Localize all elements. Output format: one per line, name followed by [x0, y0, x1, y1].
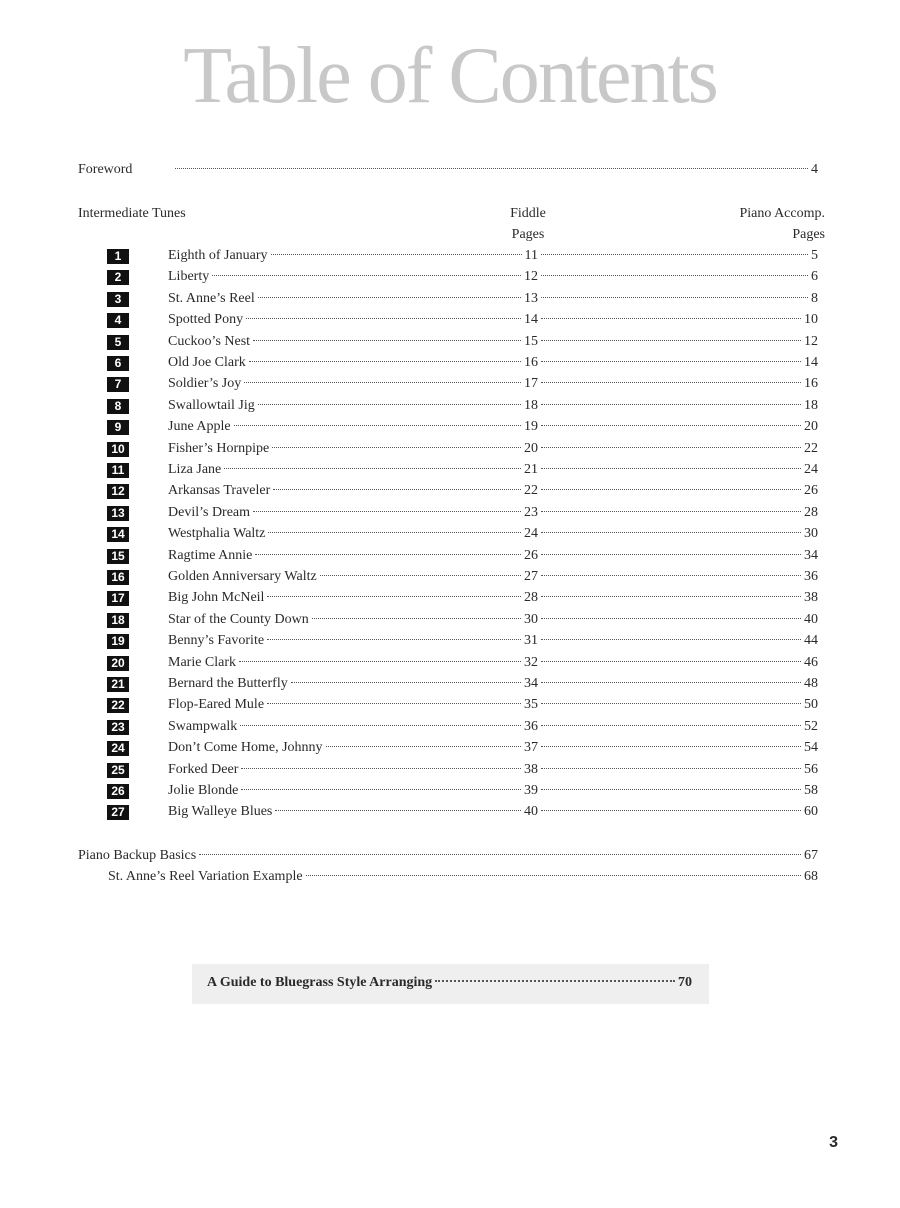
tune-title: Old Joe Clark: [168, 355, 246, 370]
leader-dots: [199, 854, 801, 855]
leader-dots: [212, 275, 521, 276]
tune-title: Eighth of January: [168, 248, 268, 263]
leader-dots: [268, 532, 521, 533]
piano-page-entry: [538, 524, 818, 544]
entry-label: Foreword: [78, 162, 133, 177]
piano-page-entry: [538, 310, 818, 330]
fiddle-page: 20: [524, 440, 538, 456]
tune-title: Ragtime Annie: [168, 547, 253, 563]
tune-row[interactable]: [0, 631, 900, 651]
tune-number-badge: 17: [107, 591, 129, 606]
tune-title: Don’t Come Home, Johnny: [168, 740, 323, 756]
piano-page: 36: [804, 569, 818, 584]
fiddle-page: 37: [524, 740, 538, 756]
leader-dots: [541, 618, 801, 619]
tune-title: Flop-Eared Mule: [168, 697, 265, 713]
tune-row[interactable]: [0, 695, 900, 715]
fiddle-page: 11: [524, 248, 538, 263]
leader-dots: [246, 318, 521, 319]
piano-page: 22: [804, 440, 818, 456]
tune-number-badge: 9: [107, 420, 129, 435]
fiddle-page: 38: [524, 761, 538, 777]
fiddle-page: 17: [524, 376, 538, 392]
tune-title-entry: [168, 267, 538, 287]
piano-page: 8: [811, 290, 818, 306]
tune-number-badge: 4: [107, 313, 129, 328]
tune-title-entry: [168, 439, 538, 459]
entry-label: A Guide to Bluegrass Style Arranging: [207, 975, 433, 990]
leader-dots: [541, 682, 801, 683]
tune-row[interactable]: [0, 246, 900, 266]
tune-title-entry: [168, 524, 538, 544]
tune-title: Fisher’s Hornpipe: [168, 440, 270, 456]
tune-title-entry: [168, 717, 538, 737]
piano-page-entry: [538, 353, 818, 373]
tune-number-badge: 21: [107, 677, 129, 692]
piano-page: 16: [804, 376, 818, 392]
leader-dots: [253, 340, 521, 341]
tune-title-entry: [168, 481, 538, 501]
piano-page-entry: [538, 802, 818, 822]
piano-page-entry: [538, 374, 818, 394]
piano-page-entry: [538, 289, 818, 309]
leader-dots: [240, 725, 521, 726]
piano-page: 34: [804, 547, 818, 563]
piano-page: 60: [804, 804, 818, 820]
tune-row[interactable]: [0, 674, 900, 694]
tune-title: Star of the County Down: [168, 611, 309, 627]
tune-number-badge: 26: [107, 784, 129, 799]
page-title: Table of Contents: [183, 32, 717, 120]
entry-label: St. Anne’s Reel Variation Example: [108, 869, 303, 884]
toc-entry-variation-example[interactable]: [108, 867, 818, 887]
leader-dots: [541, 404, 801, 405]
tune-title: Bernard the Butterfly: [168, 676, 288, 691]
tune-title: Golden Anniversary Waltz: [168, 569, 317, 584]
piano-page: 24: [804, 462, 818, 477]
leader-dots: [541, 789, 801, 790]
tune-number-badge: 23: [107, 720, 129, 735]
fiddle-page: 40: [524, 804, 538, 820]
tune-row[interactable]: [0, 310, 900, 330]
piano-page-entry: [538, 246, 818, 266]
tune-number-badge: 19: [107, 634, 129, 649]
leader-dots: [541, 254, 808, 255]
tune-number-badge: 25: [107, 763, 129, 778]
tune-title: Big Walleye Blues: [168, 804, 273, 820]
leader-dots: [267, 639, 521, 640]
fiddle-page: 18: [524, 397, 538, 413]
leader-dots: [541, 447, 801, 448]
section-heading: Intermediate Tunes: [78, 206, 186, 221]
fiddle-page: 24: [524, 526, 538, 542]
piano-page-entry: [538, 417, 818, 437]
tune-number-badge: 16: [107, 570, 129, 585]
tune-row[interactable]: [0, 781, 900, 801]
toc-entry-backup-basics[interactable]: [78, 846, 818, 866]
piano-page: 26: [804, 483, 818, 499]
leader-dots: [241, 789, 521, 790]
fiddle-page: 15: [524, 333, 538, 349]
leader-dots: [224, 468, 521, 469]
tune-number-badge: 3: [107, 292, 129, 307]
leader-dots: [541, 275, 808, 276]
leader-dots: [541, 425, 801, 426]
tune-title-entry: [168, 374, 538, 394]
leader-dots: [326, 746, 521, 747]
tune-row[interactable]: [0, 503, 900, 523]
tune-title-entry: [168, 310, 538, 330]
leader-dots: [175, 168, 808, 169]
entry-page: 68: [804, 869, 818, 884]
tune-number-badge: 5: [107, 335, 129, 350]
piano-page: 52: [804, 718, 818, 734]
piano-page-entry: [538, 674, 818, 694]
piano-page-entry: [538, 567, 818, 587]
tune-number-badge: 6: [107, 356, 129, 371]
tune-title: Liza Jane: [168, 462, 222, 477]
leader-dots: [541, 596, 801, 597]
leader-dots: [541, 746, 801, 747]
leader-dots: [239, 661, 521, 662]
piano-page-entry: [538, 760, 818, 780]
piano-page-entry: [538, 503, 818, 523]
tune-title-entry: [168, 610, 538, 630]
fiddle-page: 39: [524, 783, 538, 798]
tune-title-entry: [168, 332, 538, 352]
piano-page: 28: [804, 504, 818, 520]
leader-dots: [241, 768, 521, 769]
piano-page: 5: [811, 248, 818, 263]
piano-page-entry: [538, 588, 818, 608]
tune-row[interactable]: [0, 524, 900, 544]
piano-page-entry: [538, 610, 818, 630]
piano-page-entry: [538, 481, 818, 501]
piano-page-entry: [538, 396, 818, 416]
fiddle-page: 35: [524, 697, 538, 713]
leader-dots: [541, 532, 801, 533]
tune-title: Westphalia Waltz: [168, 526, 266, 542]
leader-dots: [320, 575, 521, 576]
tune-row[interactable]: [0, 717, 900, 737]
tune-row[interactable]: [0, 802, 900, 822]
tune-row[interactable]: [0, 332, 900, 352]
fiddle-page: 36: [524, 718, 538, 734]
leader-dots: [541, 639, 801, 640]
tune-number-badge: 15: [107, 549, 129, 564]
piano-page: 44: [804, 633, 818, 649]
piano-page: 30: [804, 526, 818, 542]
leader-dots: [253, 511, 521, 512]
tune-row[interactable]: [0, 267, 900, 287]
entry-page: 70: [678, 975, 692, 990]
leader-dots: [267, 596, 521, 597]
tune-number-badge: 1: [107, 249, 129, 264]
tune-title: Benny’s Favorite: [168, 633, 265, 649]
fiddle-page: 31: [524, 633, 538, 649]
tune-row[interactable]: [0, 610, 900, 630]
fiddle-page: 12: [524, 269, 538, 285]
tune-title: Marie Clark: [168, 654, 237, 670]
tune-title-entry: [168, 760, 538, 780]
piano-page: 56: [804, 761, 818, 777]
tune-number-badge: 2: [107, 270, 129, 285]
entry-page: 4: [811, 162, 818, 177]
leader-dots: [541, 661, 801, 662]
tune-row[interactable]: [0, 481, 900, 501]
leader-dots: [541, 318, 801, 319]
leader-dots: [435, 980, 675, 982]
fiddle-page: 30: [524, 611, 538, 627]
leader-dots: [272, 447, 521, 448]
leader-dots: [312, 618, 521, 619]
leader-dots: [541, 361, 801, 362]
leader-dots: [541, 810, 801, 811]
entry-label: Piano Backup Basics: [78, 848, 197, 863]
leader-dots: [267, 703, 521, 704]
tune-title-entry: [168, 353, 538, 373]
tune-title: Liberty: [168, 269, 210, 285]
piano-column-heading: Piano Accomp. Pages: [739, 206, 825, 242]
tune-title-entry: [168, 503, 538, 523]
leader-dots: [541, 554, 801, 555]
tune-row[interactable]: [0, 653, 900, 673]
tune-row[interactable]: [0, 460, 900, 480]
tune-row[interactable]: [0, 353, 900, 373]
leader-dots: [258, 404, 521, 405]
leader-dots: [234, 425, 521, 426]
tune-title: Swallowtail Jig: [168, 397, 255, 413]
piano-page: 54: [804, 740, 818, 756]
leader-dots: [255, 554, 521, 555]
piano-page-entry: [538, 738, 818, 758]
tune-row[interactable]: [0, 374, 900, 394]
fiddle-page: 13: [524, 290, 538, 306]
leader-dots: [258, 297, 521, 298]
fiddle-page: 22: [524, 483, 538, 499]
leader-dots: [306, 875, 801, 876]
tune-title-entry: [168, 631, 538, 651]
fiddle-page: 27: [524, 569, 538, 584]
tune-number-badge: 27: [107, 805, 129, 820]
piano-page: 38: [804, 590, 818, 606]
piano-page-entry: [538, 332, 818, 352]
tune-number-badge: 10: [107, 442, 129, 457]
tune-title: Big John McNeil: [168, 590, 265, 606]
tune-title: June Apple: [168, 419, 231, 435]
tune-title-entry: [168, 674, 538, 694]
tune-row[interactable]: [0, 396, 900, 416]
fiddle-page: 23: [524, 504, 538, 520]
fiddle-page: 26: [524, 547, 538, 563]
tune-title-entry: [168, 396, 538, 416]
piano-page: 20: [804, 419, 818, 435]
piano-page-entry: [538, 631, 818, 651]
tune-row[interactable]: [0, 588, 900, 608]
tune-title-entry: [168, 653, 538, 673]
piano-page-entry: [538, 546, 818, 566]
tune-title-entry: [168, 695, 538, 715]
tune-title: Jolie Blonde: [168, 783, 239, 798]
piano-page-entry: [538, 267, 818, 287]
leader-dots: [541, 340, 801, 341]
tune-number-badge: 8: [107, 399, 129, 414]
tune-title: Devil’s Dream: [168, 504, 251, 520]
tune-title-entry: [168, 460, 538, 480]
leader-dots: [541, 511, 801, 512]
fiddle-page: 21: [524, 462, 538, 477]
tune-title: Swampwalk: [168, 718, 238, 734]
leader-dots: [541, 382, 801, 383]
piano-page: 12: [804, 333, 818, 349]
piano-page: 58: [804, 783, 818, 798]
piano-page: 14: [804, 355, 818, 370]
piano-page-entry: [538, 460, 818, 480]
toc-entry-foreword[interactable]: [78, 160, 818, 180]
tune-title: Soldier’s Joy: [168, 376, 242, 392]
entry-page: 67: [804, 848, 818, 863]
piano-page: 40: [804, 611, 818, 627]
leader-dots: [249, 361, 521, 362]
leader-dots: [273, 489, 521, 490]
leader-dots: [541, 703, 801, 704]
leader-dots: [291, 682, 521, 683]
tune-row[interactable]: [0, 760, 900, 780]
tune-title-entry: [168, 738, 538, 758]
leader-dots: [541, 489, 801, 490]
fiddle-page: 32: [524, 654, 538, 670]
leader-dots: [541, 725, 801, 726]
tune-number-badge: 22: [107, 698, 129, 713]
piano-page: 46: [804, 654, 818, 670]
tune-row[interactable]: [0, 546, 900, 566]
fiddle-column-heading: Fiddle Pages: [510, 206, 546, 242]
tune-row[interactable]: [0, 738, 900, 758]
tune-number-badge: 11: [107, 463, 129, 478]
fiddle-page: 19: [524, 419, 538, 435]
fiddle-page: 28: [524, 590, 538, 606]
tune-title-entry: [168, 546, 538, 566]
tune-title: Arkansas Traveler: [168, 483, 271, 499]
piano-page: 18: [804, 397, 818, 413]
tune-number-badge: 14: [107, 527, 129, 542]
tune-number-badge: 13: [107, 506, 129, 521]
tune-title-entry: [168, 567, 538, 587]
tune-title-entry: [168, 246, 538, 266]
tune-row[interactable]: [0, 567, 900, 587]
tune-title: St. Anne’s Reel: [168, 290, 255, 306]
tune-row[interactable]: [0, 439, 900, 459]
fiddle-page: 16: [524, 355, 538, 370]
piano-page-entry: [538, 695, 818, 715]
tune-title-entry: [168, 289, 538, 309]
piano-page: 6: [811, 269, 818, 285]
tune-number-badge: 20: [107, 656, 129, 671]
leader-dots: [244, 382, 521, 383]
tune-title-entry: [168, 417, 538, 437]
tune-number-badge: 24: [107, 741, 129, 756]
leader-dots: [541, 768, 801, 769]
tune-title: Forked Deer: [168, 761, 239, 777]
tune-title-entry: [168, 781, 538, 801]
piano-page-entry: [538, 439, 818, 459]
piano-page-entry: [538, 781, 818, 801]
piano-page-entry: [538, 717, 818, 737]
leader-dots: [541, 575, 801, 576]
leader-dots: [541, 297, 808, 298]
fiddle-page: 14: [524, 312, 538, 328]
fiddle-page: 34: [524, 676, 538, 691]
piano-page-entry: [538, 653, 818, 673]
toc-entry-guide[interactable]: [207, 972, 692, 994]
page-number: 3: [829, 1134, 838, 1151]
leader-dots: [271, 254, 522, 255]
piano-page: 10: [804, 312, 818, 328]
tune-number-badge: 12: [107, 484, 129, 499]
leader-dots: [275, 810, 521, 811]
leader-dots: [541, 468, 801, 469]
tune-title-entry: [168, 588, 538, 608]
tune-number-badge: 18: [107, 613, 129, 628]
tune-title: Spotted Pony: [168, 312, 244, 328]
tune-title-entry: [168, 802, 538, 822]
tune-title: Cuckoo’s Nest: [168, 333, 251, 349]
piano-page: 50: [804, 697, 818, 713]
tune-number-badge: 7: [107, 377, 129, 392]
piano-page: 48: [804, 676, 818, 691]
tune-row[interactable]: [0, 417, 900, 437]
tune-row[interactable]: [0, 289, 900, 309]
